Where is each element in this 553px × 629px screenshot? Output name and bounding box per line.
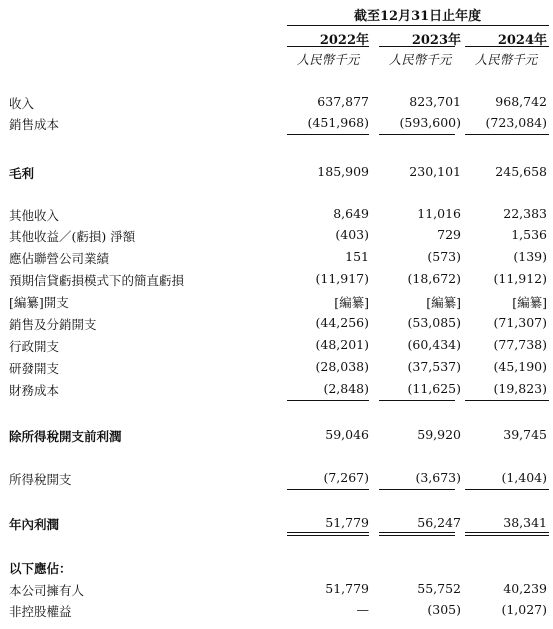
row-value: (71,307) <box>493 315 547 330</box>
row-value: 729 <box>437 227 461 242</box>
row-value: 22,383 <box>503 206 547 221</box>
row-label-share-of-associates: 應佔聯營公司業績 <box>9 251 110 266</box>
row-value: (3,673) <box>415 470 461 485</box>
row-label-finance-costs: 財務成本 <box>9 383 60 398</box>
year-2023: 2023年 <box>411 33 461 48</box>
row-value: (1,404) <box>501 470 547 485</box>
row-value: (723,084) <box>485 115 547 130</box>
subtotal-rule <box>465 489 549 490</box>
row-value: 59,046 <box>325 427 369 442</box>
year-underline-2024 <box>465 46 549 47</box>
row-value: (11,625) <box>407 381 461 396</box>
year-underline-2023 <box>379 46 455 47</box>
row-value: 56,247 <box>417 515 461 530</box>
row-value: (2,848) <box>323 381 369 396</box>
row-value: 40,239 <box>503 581 547 596</box>
row-value: (45,190) <box>493 359 547 374</box>
row-value: (11,912) <box>493 271 547 286</box>
row-label-revenue: 收入 <box>9 96 35 111</box>
unit-2022: 人民幣千元 <box>296 52 360 67</box>
row-value: 39,745 <box>503 427 547 442</box>
subtotal-rule <box>287 489 369 490</box>
year-2024: 2024年 <box>497 33 547 48</box>
subtotal-rule <box>379 489 455 490</box>
unit-2024: 人民幣千元 <box>474 52 538 67</box>
row-value: (593,600) <box>399 115 461 130</box>
row-value: (139) <box>513 249 547 264</box>
row-value: 245,658 <box>495 164 547 179</box>
row-label-admin-expenses: 行政開支 <box>9 339 60 354</box>
row-label-other-gains: 其他收益／(虧損) 淨額 <box>9 229 136 244</box>
row-value: 823,701 <box>409 94 461 109</box>
row-value: 8,649 <box>333 206 369 221</box>
row-value: 1,536 <box>511 227 547 242</box>
header-rule <box>287 25 549 26</box>
double-rule <box>379 535 455 536</box>
row-label-income-tax: 所得稅開支 <box>9 472 72 487</box>
row-value: 59,920 <box>417 427 461 442</box>
row-value: (573) <box>427 249 461 264</box>
row-label-cost-of-sales: 銷售成本 <box>9 117 60 132</box>
subtotal-rule <box>379 400 455 401</box>
row-value: (11,917) <box>315 271 369 286</box>
subtotal-rule <box>465 400 549 401</box>
row-value: 51,779 <box>325 515 369 530</box>
row-value: (18,672) <box>407 271 461 286</box>
double-rule <box>287 532 369 533</box>
attributable-heading: 以下應佔： <box>9 561 72 576</box>
row-value: (37,537) <box>407 359 461 374</box>
row-value: 968,742 <box>495 94 547 109</box>
row-value: — <box>356 602 369 617</box>
row-value: (53,085) <box>407 315 461 330</box>
row-label-profit-before-tax: 除所得稅開支前利潤 <box>9 429 122 444</box>
row-value: (48,201) <box>315 337 369 352</box>
row-value: [編纂] <box>334 295 369 310</box>
row-value: (28,038) <box>315 359 369 374</box>
row-value: [編纂] <box>512 295 547 310</box>
period-title: 截至12月31日止年度 <box>354 9 482 24</box>
double-rule <box>379 532 455 533</box>
year-2022: 2022年 <box>319 33 369 48</box>
unit-2023: 人民幣千元 <box>388 52 452 67</box>
row-label-non-controlling: 非控股權益 <box>9 604 72 619</box>
row-label-impairment-losses: 預期信貸虧損模式下的簡直虧損 <box>9 273 185 288</box>
row-value: (451,968) <box>307 115 369 130</box>
row-label-redacted-expenses: [編纂]開支 <box>9 295 69 310</box>
row-value: 151 <box>345 249 369 264</box>
row-value: 38,341 <box>503 515 547 530</box>
row-label-owners: 本公司擁有人 <box>9 583 85 598</box>
row-value: [編纂] <box>426 295 461 310</box>
row-value: 11,016 <box>417 206 461 221</box>
row-label-rnd-expenses: 研發開支 <box>9 361 60 376</box>
row-value: 51,779 <box>325 581 369 596</box>
double-rule <box>287 535 369 536</box>
row-label-gross-profit: 毛利 <box>9 166 35 181</box>
row-value: 185,909 <box>317 164 369 179</box>
row-label-selling-expenses: 銷售及分銷開支 <box>9 317 97 332</box>
row-value: (60,434) <box>407 337 461 352</box>
row-value: (19,823) <box>493 381 547 396</box>
row-value: 230,101 <box>409 164 461 179</box>
row-label-profit-for-year: 年內利潤 <box>9 517 60 532</box>
row-value: (403) <box>335 227 369 242</box>
subtotal-rule <box>287 134 369 135</box>
row-value: (7,267) <box>323 470 369 485</box>
row-value: (77,738) <box>493 337 547 352</box>
year-underline-2022 <box>287 46 369 47</box>
subtotal-rule <box>287 400 369 401</box>
subtotal-rule <box>379 134 455 135</box>
row-value: (1,027) <box>501 602 547 617</box>
row-value: 637,877 <box>317 94 369 109</box>
row-label-other-income: 其他收入 <box>9 208 60 223</box>
row-value: (305) <box>427 602 461 617</box>
double-rule <box>465 532 549 533</box>
subtotal-rule <box>465 134 549 135</box>
double-rule <box>465 535 549 536</box>
row-value: (44,256) <box>315 315 369 330</box>
row-value: 55,752 <box>417 581 461 596</box>
